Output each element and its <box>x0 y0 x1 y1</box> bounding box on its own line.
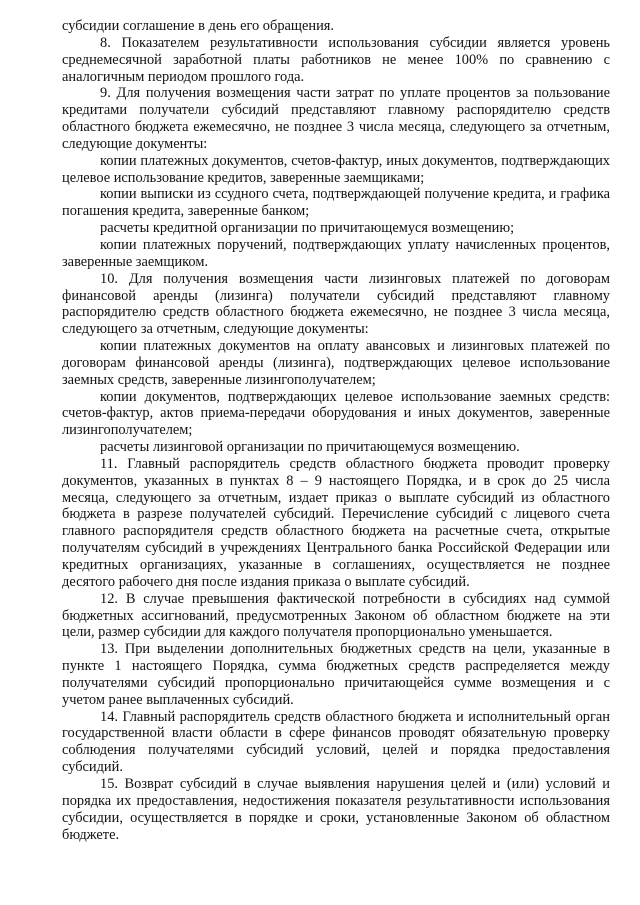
paragraph-item-10-doc-3: расчеты лизинговой организации по причитающемуся возмещению. <box>100 439 520 456</box>
paragraph-item-8: 8. Показателем результативности использования субсидии является уровень среднемесячной заработной платы работников не менее 100% по сравнению с аналогичным периодом прошлого года. <box>62 34 610 85</box>
paragraph-item-9: 9. Для получения возмещения части затрат по уплате процентов за пользование кредитами получатели субсидий представляют главному распорядителю средств областного бюджета ежемесячно, не позднее 3 числа месяца, следующего за отчетным, следующие документы: <box>62 85 610 152</box>
paragraph-item-10-doc-1: копии платежных документов на оплату авансовых и лизинговых платежей по договорам финансовой аренды (лизинга), подтверждающих целевое использование заемных средств, заверенные лизингополучателем; <box>62 338 610 388</box>
paragraph-continuation: субсидии соглашение в день его обращения. <box>62 18 334 34</box>
paragraph-item-12: 12. В случае превышения фактической потребности в субсидиях над суммой бюджетных ассигнований, предусмотренных Законом об областном бюджете на эти цели, размер субсидии для каждого получателя пропорционально уменьшается. <box>62 590 610 641</box>
paragraph-item-9-doc-4: копии платежных поручений, подтверждающих уплату начисленных процентов, заверенные заемщиком. <box>62 236 610 270</box>
paragraph-item-10: 10. Для получения возмещения части лизинговых платежей по договорам финансовой аренды (лизинга) получатели субсидий представляют главному распорядителю средств областного бюджета ежемесячно, не позднее 3 числа месяца, следующего за отчетным, следующие документы: <box>62 270 610 338</box>
document-page <box>62 18 610 843</box>
paragraph-item-11: 11. Главный распорядитель средств областного бюджета проводит проверку документов, указанных в пунктах 8 – 9 настоящего Порядка, и в срок до 25 числа месяца, следующего за отчетным, издает приказ о выплате субсидий из областного бюджета в разрезе получателей субсидий. Перечисление субсидий с лицевого счета главного распорядителя средств областного бюджета на расчетные счета, открытые получателям субсидий в учреждениях Центрального банка Российской Федерации или кредитных организациях, указанные в соглашениях, осуществляется не позднее десятого рабочего дня после издания приказа о выплате субсидий. <box>62 455 610 590</box>
paragraph-item-9-doc-1: копии платежных документов, счетов-фактур, иных документов, подтверждающих целевое использование кредитов, заверенные заемщиками; <box>62 152 610 186</box>
paragraph-item-14: 14. Главный распорядитель средств областного бюджета и исполнительный орган государственной власти области в сфере финансов проводят обязательную проверку соблюдения получателями субсидий условий, целей и порядка предоставления субсидий. <box>62 708 610 776</box>
paragraph-item-9-doc-2: копии выписки из ссудного счета, подтверждающей получение кредита, и графика погашения кредита, заверенные банком; <box>62 186 610 220</box>
paragraph-item-10-doc-2: копии документов, подтверждающих целевое использование заемных средств: счетов-фактур, актов приема-передачи оборудования и иных документов, заверенные лизингополучателем; <box>62 388 610 439</box>
paragraph-item-9-doc-3: расчеты кредитной организации по причитающемуся возмещению; <box>100 220 515 237</box>
paragraph-item-15: 15. Возврат субсидий в случае выявления нарушения целей и (или) условий и порядка их предоставления, недостижения показателя результативности использования субсидии, осуществляется в порядке и сроки, установленные Законом об областном бюджете. <box>62 775 610 843</box>
paragraph-item-13: 13. При выделении дополнительных бюджетных средств на цели, указанные в пункте 1 настоящего Порядка, сумма бюджетных средств распределяется между получателями субсидий пропорционально причитающейся сумме возмещения и с учетом ранее выплаченных субсидий. <box>62 641 610 708</box>
